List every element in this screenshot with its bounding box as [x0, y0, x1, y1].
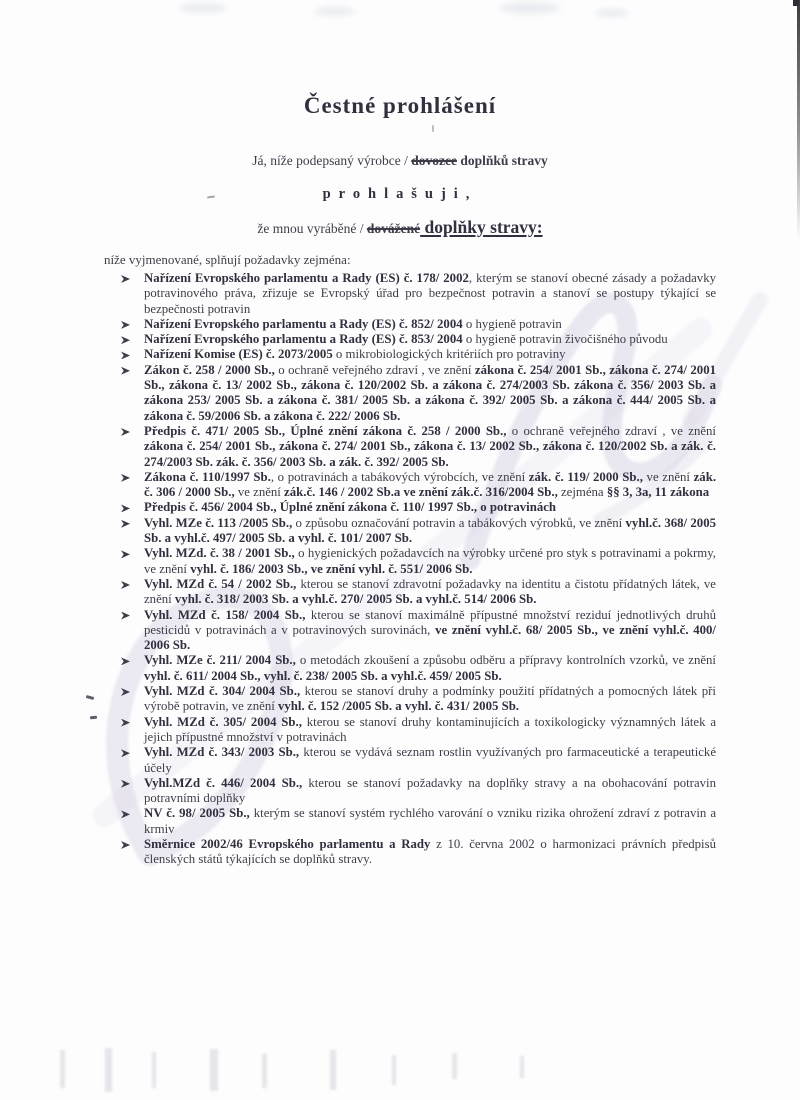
- list-item-text: Zákona č. 110/1997 Sb., o potravinách a tabákových výrobcích, ve znění zák. č. 119/ 2000 Sb., ve znění zák. č. 306 / 2000 Sb., ve znění zák.č. 146 / 2002 Sb.a ve znění zák.č. 316/2004 Sb., zejména §§ 3, 3a, 11 zákona: [144, 469, 717, 500]
- list-item: [104, 271, 716, 317]
- list-item: [104, 332, 716, 347]
- arrow-bullet-icon: [121, 428, 130, 436]
- list-item: [104, 363, 716, 424]
- list-item: [104, 684, 716, 715]
- arrow-bullet-icon: [121, 275, 130, 283]
- arrow-bullet-icon: [121, 520, 130, 528]
- list-item: [104, 745, 716, 776]
- list-item-text: NV č. 98/ 2005 Sb., kterým se stanoví systém rychlého varování o vzniku rizika ohrožení zdraví z potravin a krmiv: [144, 806, 716, 836]
- arrow-bullet-icon: [121, 810, 130, 818]
- declarant-line-prefix: Já, níže podepsaný výrobce /: [252, 153, 412, 168]
- arrow-bullet-icon: [121, 504, 130, 512]
- arrow-bullet-icon: [121, 336, 130, 344]
- declarant-line-bold: doplňků stravy: [456, 153, 548, 168]
- list-item: [104, 806, 716, 837]
- declare-verb: prohlašuji,: [322, 186, 478, 202]
- list-item-text: Zákon č. 258 / 2000 Sb., o ochraně veřejného zdraví , ve znění zákona č. 254/ 2001 Sb., zákona č. 274/ 2001 Sb., zákona č. 13/ 2002 Sb., zákona č. 120/2002 Sb. a zákona č. 274/2003 Sb. zákona č. 356/ 2003 Sb. a zákona 253/ 2005 Sb. a zákona č. 381/ 2005 Sb. a zákona č. 392/ 2005 Sb. a zákona č. 444/ 2005 Sb. a zákona č. 59/2006 Sb. a zákona č. 222/ 2006 Sb.: [144, 362, 716, 423]
- list-item: [104, 546, 716, 577]
- list-item: [104, 347, 716, 362]
- list-item-text: Vyhl. MZe č. 211/ 2004 Sb., o metodách zkoušení a způsobu odběru a přípravy kontrolních vzorků, ve znění vyhl. č. 611/ 2004 Sb., vyhl. č. 238/ 2005 Sb. a vyhl.č. 459/ 2005 Sb.: [144, 653, 716, 683]
- list-item-text: Vyhl. MZd č. 343/ 2003 Sb., kterou se vydává seznam rostlin využívaných pro farmaceutické a terapeutické účely: [144, 745, 717, 775]
- list-item-text: Předpis č. 456/ 2004 Sb., Úplné znění zákona č. 110/ 1997 Sb., o potravinách: [144, 500, 557, 515]
- list-item-text: Nařízení Evropského parlamentu a Rady (ES) č. 852/ 2004 o hygieně potravin: [144, 316, 562, 331]
- struck-word-dovozce: dovozce: [411, 153, 457, 168]
- list-item: [104, 715, 716, 746]
- document-title: Čestné prohlášení: [303, 93, 497, 118]
- arrow-bullet-icon: [121, 719, 130, 727]
- struck-word-dovazene: dovážené: [366, 221, 421, 236]
- list-intro: níže vyjmenované, splňují požadavky zejména:: [104, 252, 351, 267]
- arrow-bullet-icon: [121, 612, 130, 620]
- list-item: [104, 317, 716, 332]
- arrow-bullet-icon: [121, 749, 130, 757]
- list-item-text: Vyhl. MZd č. 54 / 2002 Sb., kterou se stanoví zdravotní požadavky na identitu a čistotu přídatných látek, ve znění vyhl. č. 318/ 2003 Sb. a vyhl.č. 270/ 2005 Sb. a vyhl.č. 514/ 2006 Sb.: [144, 576, 716, 607]
- declarant-line: [0, 153, 800, 169]
- list-item: [104, 653, 716, 684]
- list-item-text: Vyhl. MZd č. 304/ 2004 Sb., kterou se stanoví druhy a podmínky použití přídatných a pomocných látek při výrobě potravin, ve znění vyhl. č. 152 /2005 Sb. a vyhl. č. 431/ 2005 Sb.: [144, 684, 716, 714]
- arrow-bullet-icon: [121, 688, 130, 696]
- subject-line-prefix: že mnou vyráběné /: [257, 221, 367, 236]
- list-item-text: Vyhl. MZd č. 158/ 2004 Sb., kterou se stanoví maximálně přípustné množství reziduí jednotlivých druhů pesticidů v potravinách a v potravinových surovinách, ve znění vyhl.č. 68/ 2005 Sb., ve znění vyhl.č. 400/ 2006 Sb.: [144, 607, 716, 653]
- arrow-bullet-icon: [121, 351, 130, 359]
- list-item: [104, 424, 716, 470]
- list-item-text: Nařízení Komise (ES) č. 2073/2005 o mikrobiologických kritériích pro potraviny: [144, 347, 566, 362]
- arrow-bullet-icon: [121, 474, 130, 482]
- arrow-bullet-icon: [121, 841, 130, 849]
- list-item: [104, 516, 716, 547]
- list-item: [104, 837, 716, 868]
- list-item-text: Předpis č. 471/ 2005 Sb., Úplné znění zákona č. 258 / 2000 Sb., o ochraně veřejného zdraví , ve znění zákona č. 254/ 2001 Sb., zákona č. 274/ 2001 Sb., zákona č. 13/ 2002 Sb., zákona č. 120/2002 Sb. a zák. č. 274/2003 Sb. zák. č. 356/ 2003 Sb. a zák. č. 392/ 2005 Sb.: [144, 423, 716, 469]
- subject-line-bold: doplňky stravy:: [420, 217, 543, 237]
- arrow-bullet-icon: [121, 321, 130, 329]
- list-item-text: Nařízení Evropského parlamentu a Rady (ES) č. 178/ 2002, kterým se stanoví obecné zásady a požadavky potravinového práva, zřizuje se Evropský úřad pro bezpečnost potravin a stanoví se postupy týkající se bezpečnosti potravin: [144, 271, 716, 316]
- list-item: [104, 776, 716, 807]
- arrow-bullet-icon: [121, 657, 130, 665]
- arrow-bullet-icon: [121, 367, 130, 375]
- arrow-bullet-icon: [121, 581, 130, 589]
- list-item: [104, 470, 716, 501]
- arrow-bullet-icon: [121, 550, 130, 558]
- list-item-text: Vyhl. MZd č. 305/ 2004 Sb., kterou se stanoví druhy kontaminujících a toxikologicky významných látek a jejich přípustné množství v potravinách: [144, 714, 716, 744]
- list-item: [104, 608, 716, 654]
- list-item: [104, 500, 716, 515]
- arrow-bullet-icon: [121, 780, 130, 788]
- list-item-text: Vyhl.MZd č. 446/ 2004 Sb., kterou se stanoví požadavky na doplňky stravy a na obohacování potravin potravními doplňky: [144, 775, 716, 806]
- list-item-text: Nařízení Evropského parlamentu a Rady (ES) č. 853/ 2004 o hygieně potravin živočišného původu: [144, 332, 668, 347]
- list-item-text: Vyhl. MZd. č. 38 / 2001 Sb., o hygienických požadavcích na výrobky určené pro styk s potravinami a pokrmy, ve znění vyhl. č. 186/ 2003 Sb., ve znění vyhl. č. 551/ 2006 Sb.: [144, 546, 716, 576]
- subject-line: [0, 217, 800, 238]
- list-item: [104, 577, 716, 608]
- list-item-text: Směrnice 2002/46 Evropského parlamentu a Rady z 10. června 2002 o harmonizaci právních předpisů členských států týkajících se doplňků stravy.: [144, 836, 716, 867]
- list-item-text: Vyhl. MZe č. 113 /2005 Sb., o způsobu označování potravin a tabákových výrobků, ve znění vyhl.č. 368/ 2005 Sb. a vyhl.č. 497/ 2005 Sb. a vyhl. č. 101/ 2007 Sb.: [144, 515, 717, 546]
- law-list: [104, 271, 716, 868]
